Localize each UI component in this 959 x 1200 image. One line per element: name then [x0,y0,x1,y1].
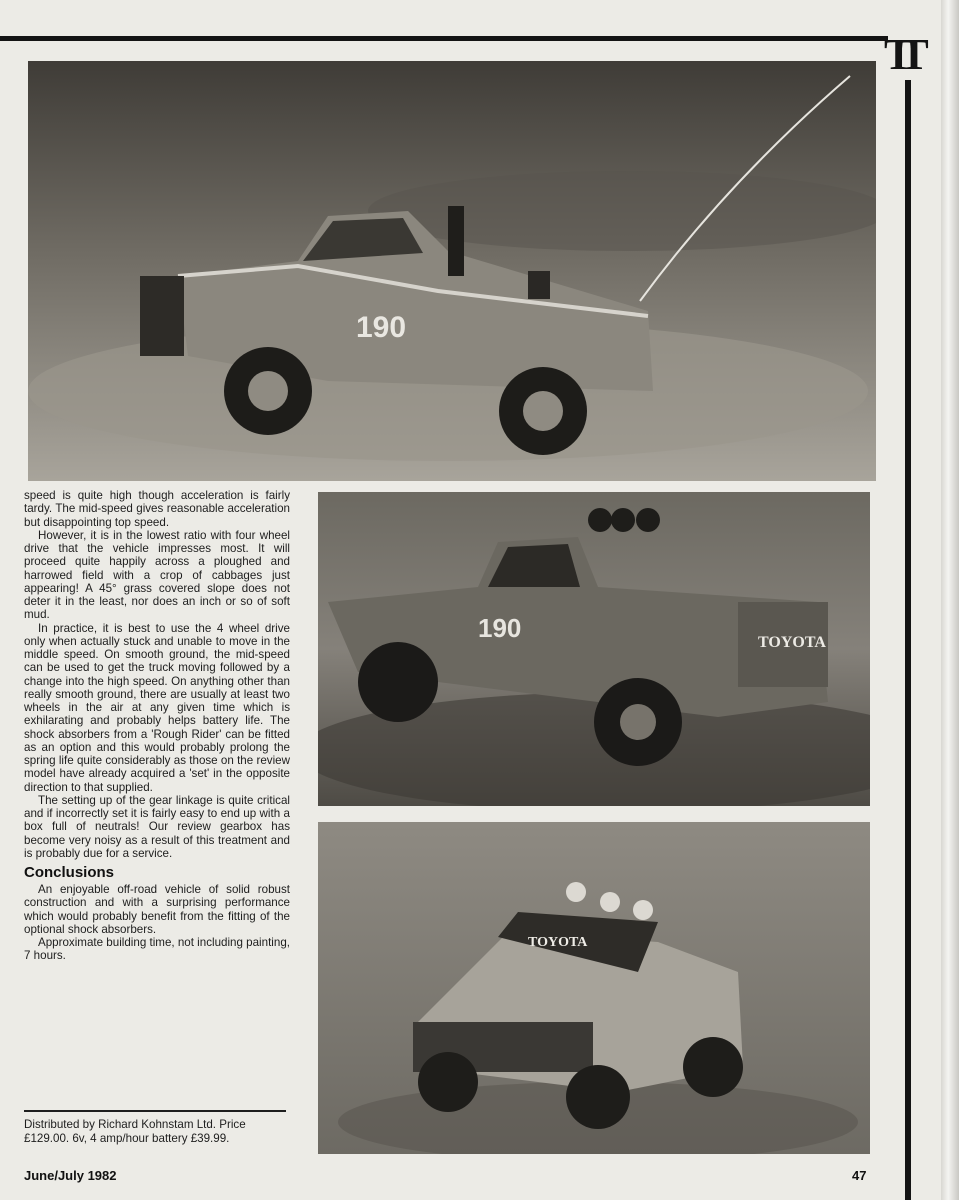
paragraph: An enjoyable off-road vehicle of solid robust construction and with a surprising performance which would probably benefit from the fitting of the optional shock absorbers. [24,883,290,936]
conclusions-heading: Conclusions [24,864,115,881]
side-rule [905,80,911,1200]
magazine-logo: TT [884,30,915,79]
top-rule [0,36,888,41]
distribution-text: Distributed by Richard Kohnstam Ltd. Price £129.00. 6v, 4 amp/hour battery £39.99. [24,1118,246,1145]
distribution-info [24,1118,294,1146]
tailgate-brand-label: TOYOTA [758,634,826,651]
paragraph: The setting up of the gear linkage is quite critical and if incorrectly set it is fairly easy to end up with a box full of neutrals! Our review gearbox has become very noisy as a result of this treatment and is probably due for a service. [24,793,290,860]
truck-photo-side-view [28,61,876,481]
distribution-rule [24,1110,286,1112]
truck-photo-front-view [318,822,870,1154]
truck-number-label: 190 [478,613,522,643]
page-edge [941,0,959,1200]
article-body [24,489,290,963]
issue-date: June/July 1982 [24,1168,117,1183]
paragraph: speed is quite high though acceleration is fairly tardy. The mid-speed gives reasonable acceleration but disappointing top speed. [24,489,290,529]
paragraph: Approximate building time, not including painting, 7 hours. [24,936,290,963]
paragraph: However, it is in the lowest ratio with four wheel drive that the vehicle impresses most. It will proceed quite happily across a ploughed and harrowed field with a crop of cabbages just appearing! A 45° grass covered slope does not deter it in the least, nor does an inch or so of soft mud. [24,528,290,622]
truck-number-label: 190 [356,311,407,344]
paragraph: In practice, it is best to use the 4 wheel drive only when actually stuck and unable to move in the middle speed. On smooth ground, the mid-speed can be used to get the truck moving followed by a change into the high speed. On anything other than really smooth ground, there are usually at least two wheels in the air at any given time which is exhilarating and probably helps battery life. The shock absorbers from a 'Rough Rider' can be fitted as an option and this would probably prolong the spring life quite considerably as those on the review model have already acquired a 'set' in the opposite direction to that supplied. [24,621,290,794]
truck-photo-rear-view [318,492,870,806]
windscreen-brand-label: TOYOTA [528,935,588,950]
page-number: 47 [852,1168,867,1183]
